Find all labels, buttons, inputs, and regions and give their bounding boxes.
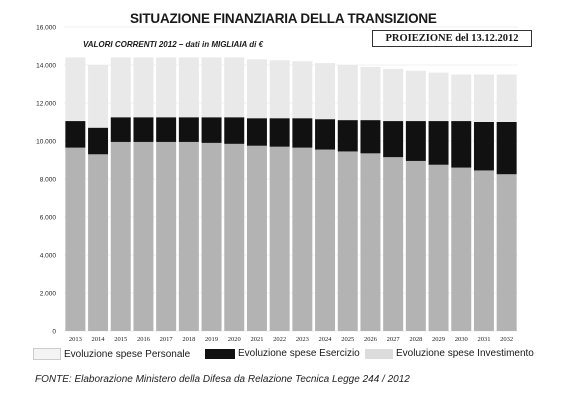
bar-personale-2030 — [451, 168, 471, 331]
x-tick-label: 2030 — [454, 336, 468, 343]
x-tick-label: 2017 — [159, 336, 173, 343]
x-tick-label: 2018 — [182, 336, 196, 343]
bar-personale-2016 — [133, 142, 153, 331]
x-tick-label: 2026 — [363, 336, 377, 343]
bar-esercizio-2028 — [406, 121, 426, 161]
bar-esercizio-2032 — [497, 122, 517, 174]
legend-swatch-esercizio — [205, 349, 235, 359]
y-tick-label: 4.000 — [39, 252, 56, 260]
x-tick-label: 2029 — [432, 336, 446, 343]
y-tick-label: 6.000 — [39, 214, 56, 222]
x-tick-label: 2013 — [68, 336, 82, 343]
bar-investimento-2017 — [156, 57, 176, 117]
bar-personale-2029 — [429, 165, 449, 331]
bar-investimento-2021 — [247, 59, 267, 118]
x-tick-label: 2032 — [500, 336, 514, 343]
bar-personale-2022 — [270, 147, 290, 331]
bar-esercizio-2018 — [179, 117, 199, 142]
bar-personale-2013 — [65, 148, 85, 331]
bar-investimento-2032 — [497, 75, 517, 123]
bar-investimento-2031 — [474, 75, 494, 123]
projection-stamp: PROIEZIONE del 13.12.2012 — [372, 30, 532, 47]
bar-esercizio-2020 — [224, 117, 244, 144]
bars-group — [65, 57, 516, 331]
bar-investimento-2015 — [111, 57, 131, 117]
bar-esercizio-2016 — [133, 117, 153, 142]
bar-esercizio-2023 — [292, 118, 312, 147]
x-axis-ticks — [69, 336, 513, 343]
bar-investimento-2025 — [338, 65, 358, 120]
legend-item-personale — [33, 348, 190, 360]
bar-personale-2027 — [383, 157, 403, 331]
source-note: FONTE: Elaborazione Ministero della Difesa da Relazione Tecnica Legge 244 / 2012 — [35, 374, 410, 385]
bar-personale-2032 — [497, 174, 517, 331]
bar-esercizio-2024 — [315, 119, 335, 149]
x-tick-label: 2020 — [227, 336, 241, 343]
bar-personale-2020 — [224, 144, 244, 331]
bar-personale-2023 — [292, 148, 312, 331]
bar-investimento-2018 — [179, 57, 199, 117]
x-tick-label: 2022 — [273, 336, 287, 343]
chart-title: SITUAZIONE FINANZIARIA DELLA TRANSIZIONE — [130, 11, 437, 26]
bar-personale-2026 — [360, 153, 380, 331]
x-tick-label: 2016 — [136, 336, 150, 343]
bar-esercizio-2015 — [111, 117, 131, 142]
bar-esercizio-2019 — [202, 117, 222, 143]
bar-esercizio-2017 — [156, 117, 176, 142]
bar-esercizio-2022 — [270, 118, 290, 147]
legend-label-esercizio: Evoluzione spese Esercizio — [238, 348, 360, 359]
x-tick-label: 2028 — [409, 336, 423, 343]
bar-investimento-2022 — [270, 60, 290, 118]
x-tick-label: 2023 — [295, 336, 309, 343]
bar-investimento-2020 — [224, 57, 244, 117]
y-tick-label: 0 — [52, 328, 56, 336]
bar-personale-2031 — [474, 170, 494, 331]
bar-esercizio-2025 — [338, 120, 358, 151]
bar-esercizio-2027 — [383, 121, 403, 157]
y-tick-label: 12.000 — [36, 100, 56, 108]
bar-esercizio-2013 — [65, 121, 85, 148]
x-tick-label: 2025 — [341, 336, 355, 343]
y-tick-label: 10.000 — [36, 138, 56, 146]
x-tick-label: 2024 — [318, 336, 332, 343]
bar-investimento-2019 — [202, 57, 222, 117]
bar-investimento-2030 — [451, 75, 471, 122]
bar-esercizio-2029 — [429, 121, 449, 165]
legend-item-esercizio — [205, 348, 360, 359]
legend-label-investimento: Evoluzione spese Investimento — [396, 348, 534, 359]
bar-personale-2021 — [247, 146, 267, 331]
bar-personale-2015 — [111, 142, 131, 331]
bar-investimento-2013 — [65, 57, 85, 121]
y-tick-label: 8.000 — [39, 176, 56, 184]
legend-swatch-investimento — [365, 349, 393, 359]
bar-personale-2025 — [338, 151, 358, 331]
bar-esercizio-2031 — [474, 122, 494, 170]
bar-investimento-2014 — [88, 65, 108, 128]
legend-label-personale: Evoluzione spese Personale — [64, 348, 191, 360]
bar-personale-2014 — [88, 154, 108, 331]
legend-item-investimento — [365, 348, 534, 359]
bar-investimento-2024 — [315, 63, 335, 119]
bar-investimento-2029 — [429, 73, 449, 121]
bar-esercizio-2014 — [88, 128, 108, 155]
bar-investimento-2016 — [133, 57, 153, 117]
bar-investimento-2026 — [360, 67, 380, 120]
legend-swatch-personale — [33, 348, 61, 360]
x-tick-label: 2015 — [114, 336, 128, 343]
bar-personale-2017 — [156, 142, 176, 331]
bar-investimento-2028 — [406, 71, 426, 121]
x-tick-label: 2019 — [205, 336, 219, 343]
bar-personale-2028 — [406, 161, 426, 331]
bar-esercizio-2026 — [360, 120, 380, 153]
bar-investimento-2027 — [383, 69, 403, 121]
bar-personale-2024 — [315, 150, 335, 331]
y-tick-label: 16.000 — [36, 24, 56, 32]
bar-esercizio-2021 — [247, 118, 267, 146]
x-tick-label: 2014 — [91, 336, 105, 343]
y-tick-label: 2.000 — [39, 290, 56, 298]
y-axis-ticks — [36, 25, 56, 336]
x-tick-label: 2021 — [250, 336, 264, 343]
bar-esercizio-2030 — [451, 121, 471, 168]
grid-lines — [64, 27, 518, 331]
x-tick-label: 2027 — [386, 336, 400, 343]
bar-investimento-2023 — [292, 61, 312, 118]
chart-subtitle: VALORI CORRENTI 2012 – dati in MIGLIAIA di € — [83, 40, 264, 49]
bar-personale-2019 — [202, 143, 222, 331]
x-tick-label: 2031 — [477, 336, 491, 343]
y-tick-label: 14.000 — [36, 62, 56, 70]
bar-personale-2018 — [179, 142, 199, 331]
